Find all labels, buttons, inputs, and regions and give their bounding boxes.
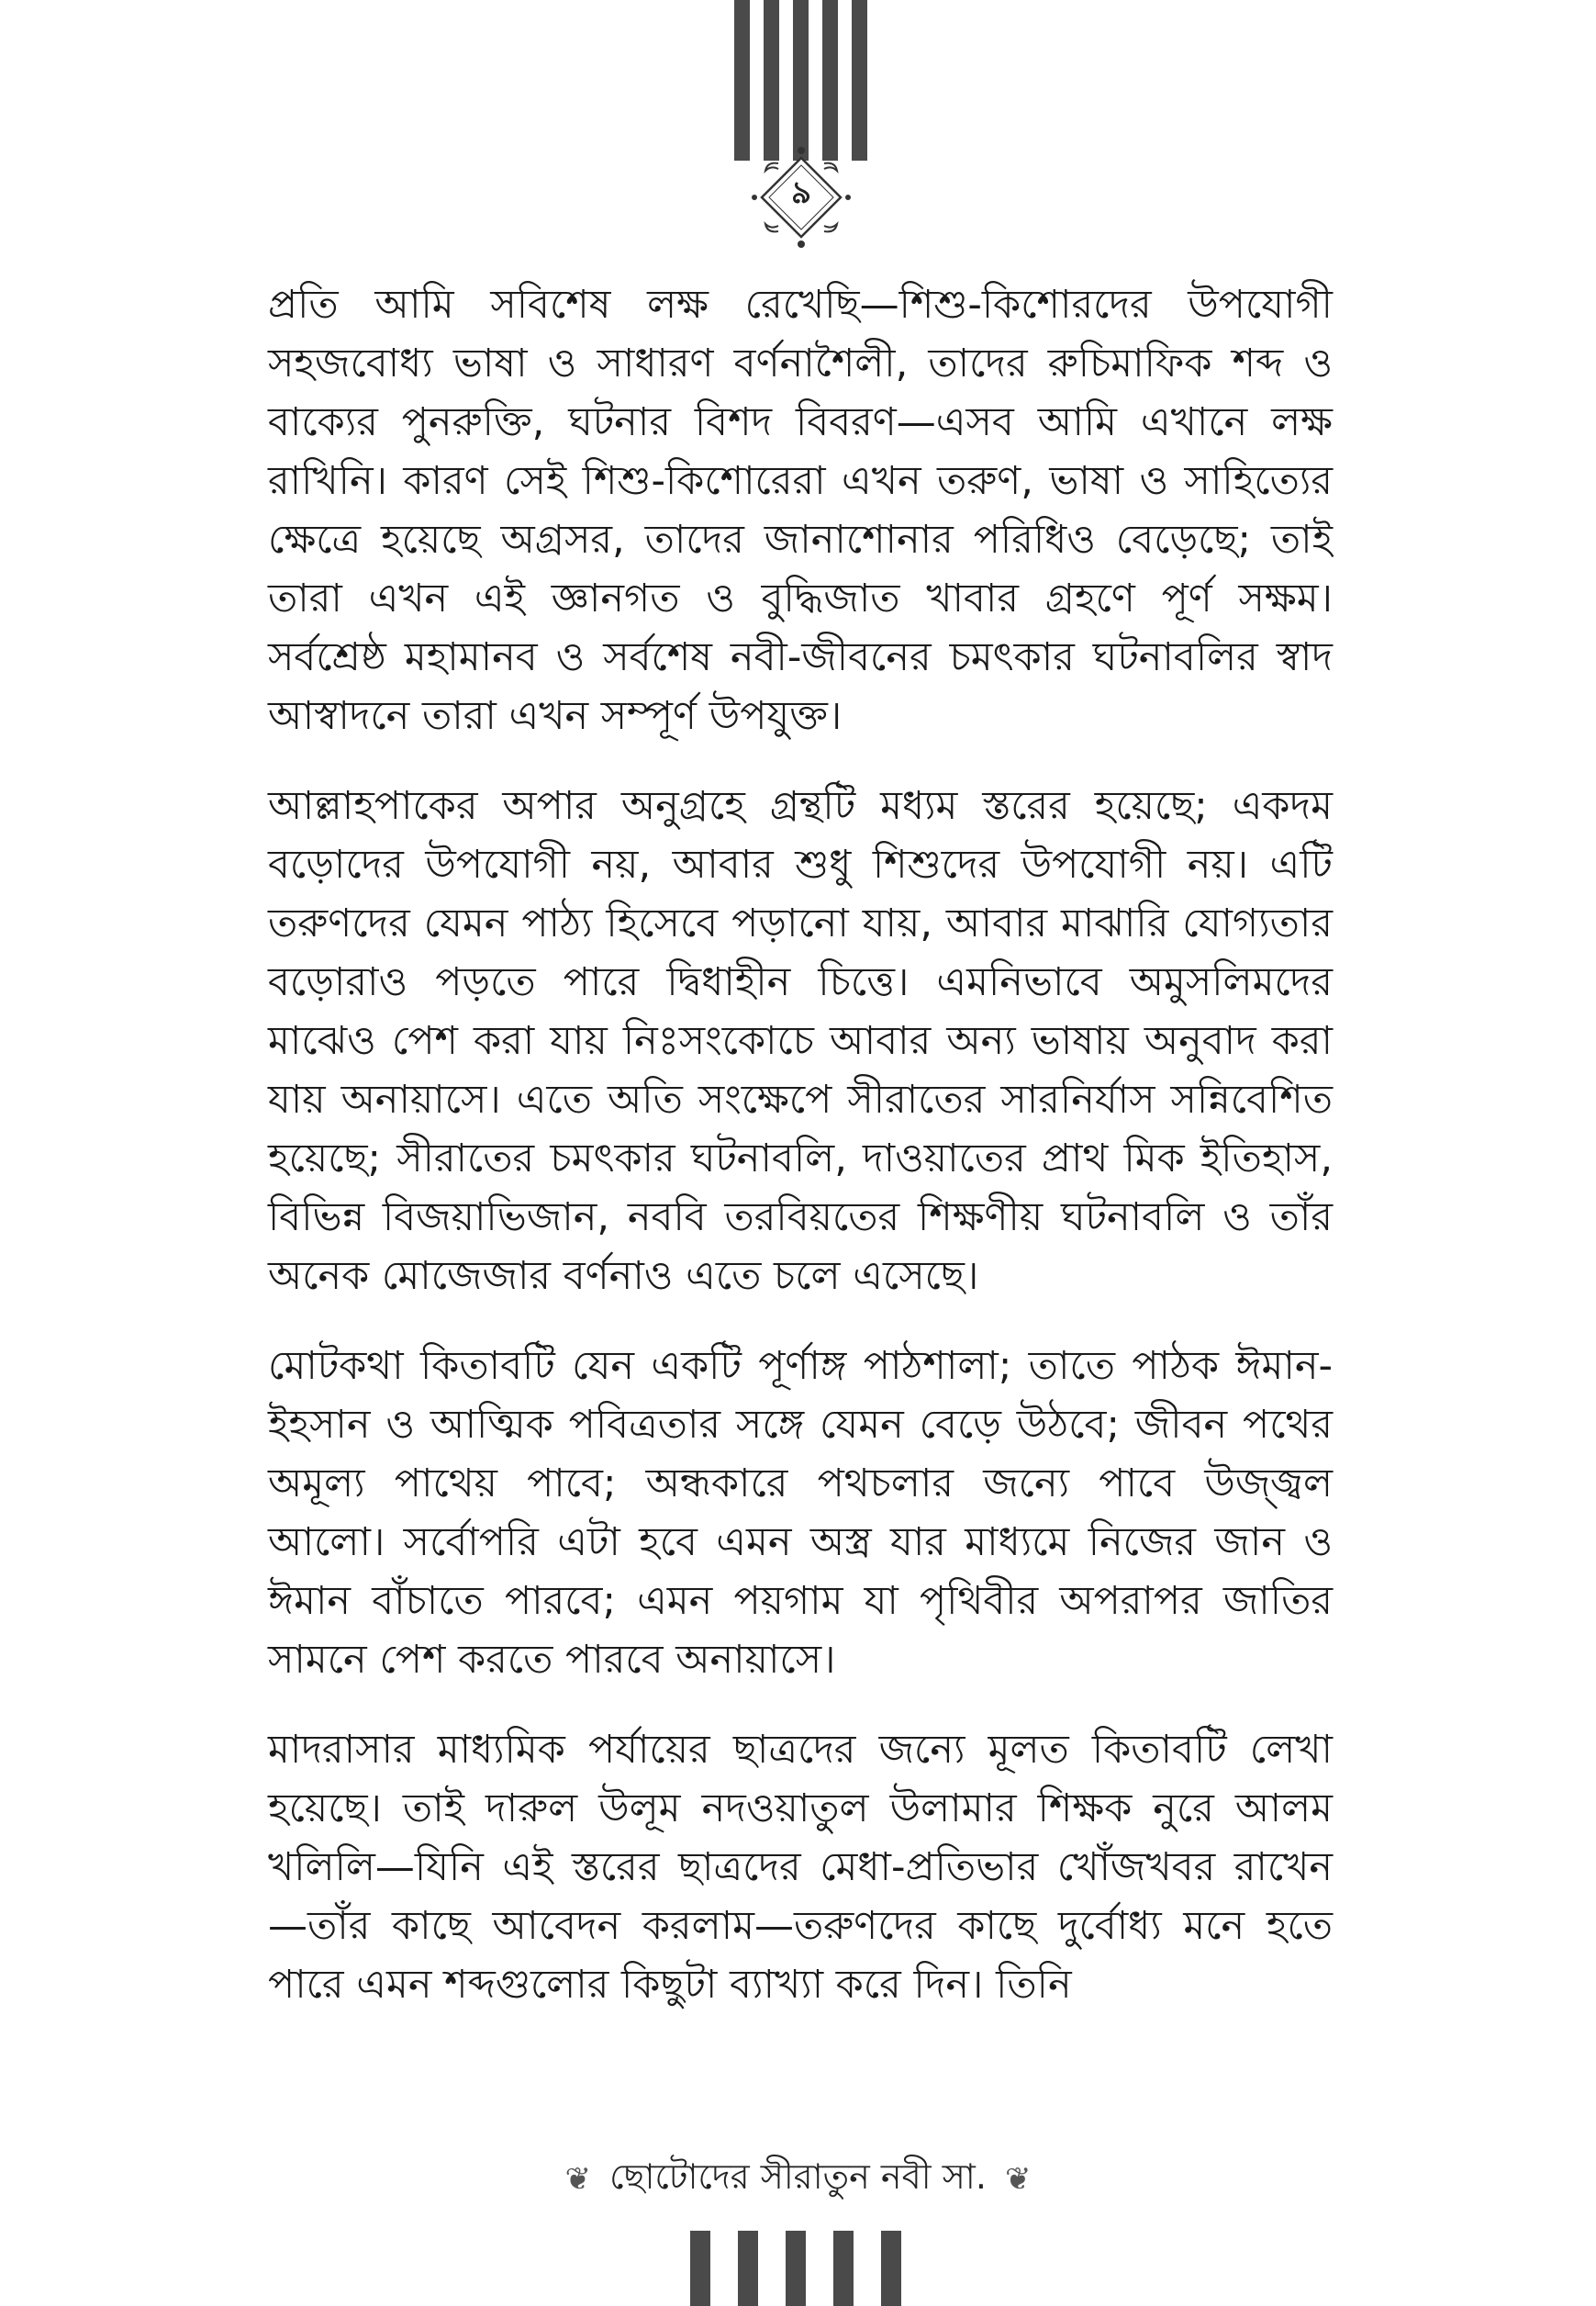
paragraph: প্রতি আমি সবিশেষ লক্ষ রেখেছি—শিশু-কিশোরদের উপযোগী সহজবোধ্য ভাষা ও সাধারণ বর্ণনাশৈলী, তাদের রুচিমাফিক শব্দ ও বাক্যের পুনরুক্তি, ঘটনার বিশদ বিবরণ—এসব আমি এখানে লক্ষ রাখিনি। কারণ সেই শিশু-কিশোরেরা এখন তরুণ, ভাষা ও সাহিত্যের ক্ষেত্রে হয়েছে অগ্রসর, তাদের জানাশোনার পরিধিও বেড়েছে; তাই তারা এখন এই জ্ঞানগত ও বুদ্ধিজাত খাবার গ্রহণে পূর্ণ সক্ষম। সর্বশ্রেষ্ঠ মহামানব ও সর্বশেষ নবী-জীবনের চমৎকার ঘটনাবলির স্বাদ আস্বাদনে তারা এখন সম্পূর্ণ উপযুক্ত। <box>268 282 1333 739</box>
page-number: ৯ <box>790 174 812 211</box>
running-footer <box>0 2150 1596 2209</box>
paragraph: মোটকথা কিতাবটি যেন একটি পূর্ণাঙ্গ পাঠশালা; তাতে পাঠক ঈমান-ইহসান ও আত্মিক পবিত্রতার সঙ্গে যেমন বেড়ে উঠবে; জীবন পথের অমূল্য পাথেয় পাবে; অন্ধকারে পথচলার জন্যে পাবে উজ্জ্বল আলো। সর্বোপরি এটা হবে এমন অস্ত্র যার মাধ্যমে নিজের জান ও ঈমান বাঁচাতে পারবে; এমন পয়গাম যা পৃথিবীর অপরাপর জাতির সামনে পেশ করতে পারবে অনায়াসে। <box>268 1343 1333 1683</box>
top-stripes-decoration <box>734 0 867 161</box>
flourish-left-icon: ❦ <box>564 2160 591 2198</box>
body-text <box>268 275 1333 2045</box>
book-title: ছোটোদের সীরাতুন নবী সা. <box>609 2156 987 2197</box>
bottom-stripes-decoration <box>690 2231 901 2306</box>
paragraph: মাদরাসার মাধ্যমিক পর্যায়ের ছাত্রদের জন্যে মূলত কিতাবটি লেখা হয়েছে। তাই দারুল উলূম নদওয়াতুল উলামার শিক্ষক নুরে আলম খলিলি—যিনি এই স্তরের ছাত্রদের মেধা-প্রতিভার খোঁজখবর রাখেন—তাঁর কাছে আবেদন করলাম—তরুণদের কাছে দুর্বোধ্য মনে হতে পারে এমন শব্দগুলোর কিছুটা ব্যাখ্যা করে দিন। তিনি <box>268 1727 1333 2008</box>
paragraph: আল্লাহপাকের অপার অনুগ্রহে গ্রন্থটি মধ্যম স্তরের হয়েছে; একদম বড়োদের উপযোগী নয়, আবার শুধু শিশুদের উপযোগী নয়। এটি তরুণদের যেমন পাঠ্য হিসেবে পড়ানো যায়, আবার মাঝারি যোগ্যতার বড়োরাও পড়তে পারে দ্বিধাহীন চিত্তে। এমনিভাবে অমুসলিমদের মাঝেও পেশ করা যায় নিঃসংকোচে আবার অন্য ভাষায় অনুবাদ করা যায় অনায়াসে। এতে অতি সংক্ষেপে সীরাতের সারনির্যাস সন্নিবেশিত হয়েছে; সীরাতের চমৎকার ঘটনাবলি, দাওয়াতের প্রাথ মিক ইতিহাস, বিভিন্ন বিজয়াভিজান, নববি তরবিয়তের শিক্ষণীয় ঘটনাবলি ও তাঁর অনেক মোজেজার বর্ণনাও এতে চলে এসেছে। <box>268 783 1333 1299</box>
flourish-right-icon: ❦ <box>1005 2160 1032 2198</box>
